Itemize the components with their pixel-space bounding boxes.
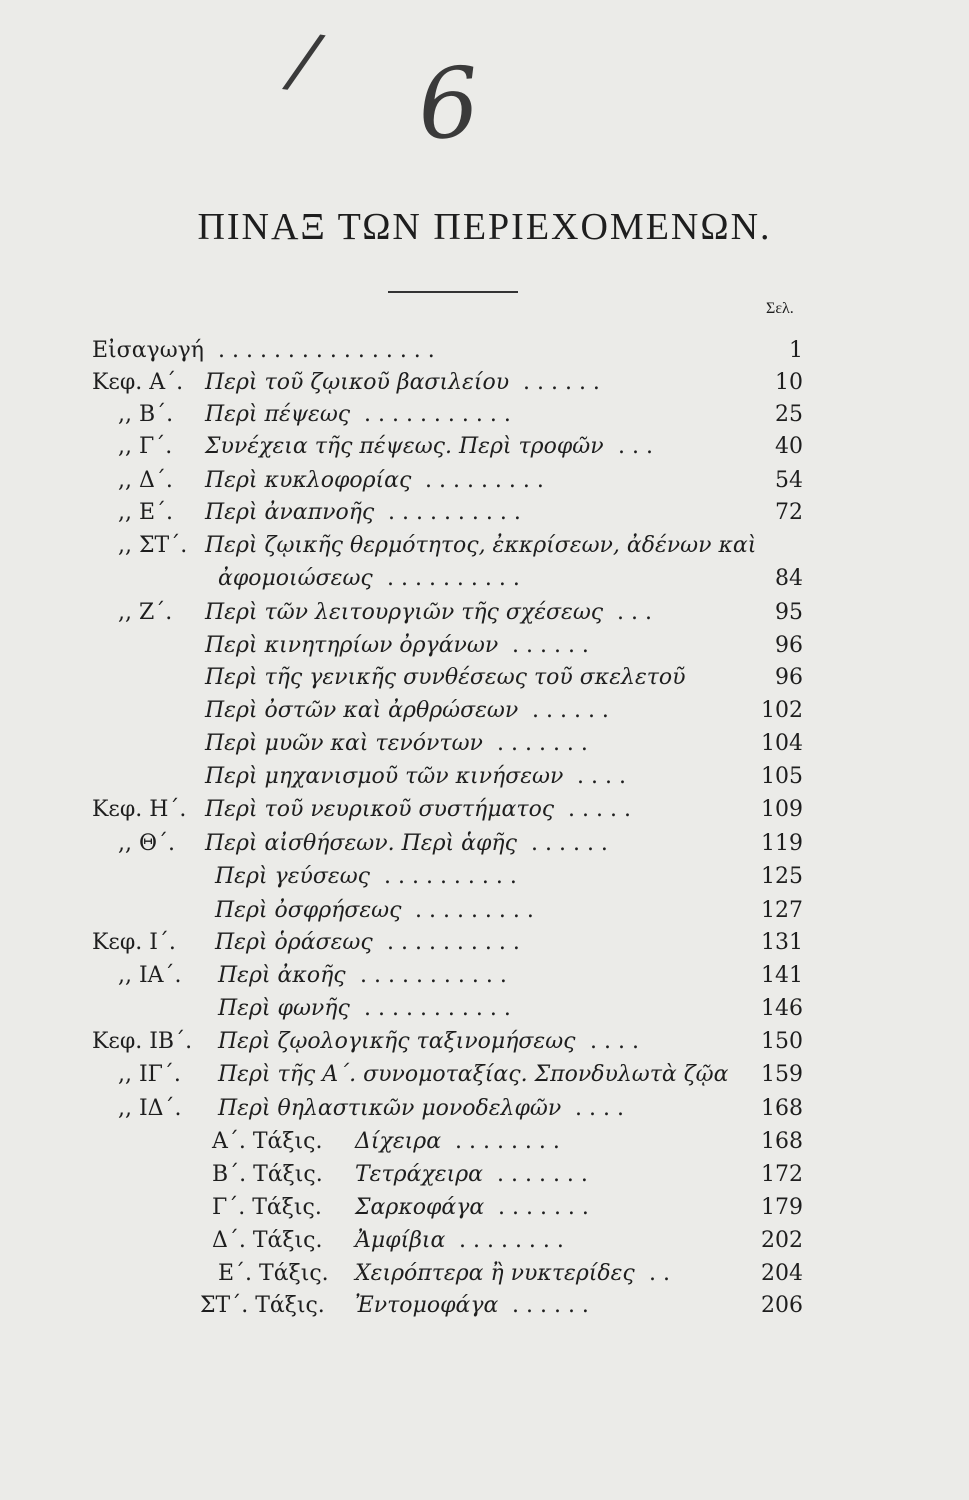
entry-title: Περὶ φωνῆς	[218, 996, 350, 1021]
entry-prefix: ,, Ε΄.	[118, 500, 174, 525]
handwritten-number: 6	[414, 46, 483, 162]
leader-dots: . . . . . . . .	[459, 1228, 564, 1253]
entry-title: Περὶ τοῦ ζῳικοῦ βασιλείου	[205, 370, 510, 395]
entry-title: Περὶ ζῳολογικῆς ταξινομήσεως	[218, 1029, 576, 1054]
entry-prefix: Δ΄. Τάξις.	[212, 1228, 323, 1253]
entry-prefix: ,, Θ΄.	[118, 831, 176, 856]
entry-page-number: 104	[761, 731, 803, 756]
leader-dots: . . . . . .	[512, 1293, 589, 1318]
leader-dots: . . . . . .	[531, 831, 608, 856]
entry-page-number: 40	[775, 434, 803, 459]
entry-title: Περὶ μυῶν καὶ τενόντων	[205, 731, 483, 756]
leader-dots: . . . .	[590, 1029, 639, 1054]
entry-prefix: Κεφ. ΙΒ΄.	[92, 1029, 193, 1054]
entry-title: Περὶ κυκλοφορίας	[205, 468, 412, 493]
entry-page-number: 204	[761, 1261, 803, 1286]
leader-dots: . . . . . . . . .	[415, 898, 534, 923]
entry-prefix: ,, ΙΓ΄.	[118, 1062, 181, 1087]
entry-title: Τετράχειρα	[355, 1162, 483, 1187]
leader-dots: . . . . . . .	[497, 731, 588, 756]
leader-dots: . . . . . . . . . . . . . . . .	[218, 338, 435, 363]
leader-dots: . . . . . . . . . . .	[364, 996, 511, 1021]
entry-page-number: 25	[775, 402, 803, 427]
entry-page-number: 95	[775, 600, 803, 625]
entry-page-number: 96	[775, 665, 803, 690]
entry-prefix: ,, Δ΄.	[118, 468, 173, 493]
entry-page-number: 141	[761, 963, 803, 988]
leader-dots: . . . . . . . . .	[425, 468, 544, 493]
entry-page-number: 105	[761, 764, 803, 789]
entry-page-number: 72	[775, 500, 803, 525]
entry-title: Ἀμφίβια	[355, 1228, 446, 1253]
entry-page-number: 96	[775, 633, 803, 658]
entry-prefix: ,, ΙΔ΄.	[118, 1096, 182, 1121]
entry-title: Ἐντομοφάγα	[355, 1293, 499, 1318]
leader-dots: . . . . . .	[523, 370, 600, 395]
leader-dots: . . . . . . . . . .	[387, 930, 520, 955]
entry-page-number: 146	[761, 996, 803, 1021]
entry-page-number: 159	[761, 1062, 803, 1087]
entry-prefix: Κεφ. Ι΄.	[92, 930, 176, 955]
entry-prefix: Γ΄. Τάξις.	[212, 1195, 322, 1220]
leader-dots: . . . . .	[568, 797, 631, 822]
handwritten-mark: /	[286, 16, 322, 104]
entry-page-number: 168	[761, 1096, 803, 1121]
entry-prefix: ,, ΙΑ΄.	[118, 963, 182, 988]
entry-title: Σαρκοφάγα	[355, 1195, 485, 1220]
entry-title: Περὶ τῆς Α΄. συνομοταξίας. Σπονδυλωτὰ ζῷα	[218, 1062, 729, 1087]
entry-title: Περὶ τοῦ νευρικοῦ συστήματος	[205, 797, 555, 822]
entry-title: ἀφομοιώσεως	[218, 566, 373, 591]
leader-dots: . . . . . . . . . .	[388, 500, 521, 525]
entry-title: Περὶ ζῳικῆς θερμότητος, ἐκκρίσεων, ἀδένων καὶ	[205, 533, 757, 558]
leader-dots: . . . .	[577, 764, 626, 789]
entry-page-number: 179	[761, 1195, 803, 1220]
entry-prefix: Ε΄. Τάξις.	[218, 1261, 329, 1286]
leader-dots: . . . . . . . . . .	[387, 566, 520, 591]
leader-dots: . . .	[617, 600, 652, 625]
leader-dots: . . . .	[575, 1096, 624, 1121]
entry-prefix: ,, Ζ΄.	[118, 600, 173, 625]
entry-prefix: ,, Β΄.	[118, 402, 174, 427]
entry-title: Περὶ ὀσφρήσεως	[215, 898, 402, 923]
entry-prefix: Β΄. Τάξις.	[212, 1162, 323, 1187]
entry-prefix: ,, Γ΄.	[118, 434, 173, 459]
entry-prefix: Κεφ. Η΄.	[92, 797, 187, 822]
entry-page-number: 172	[761, 1162, 803, 1187]
entry-page-number: 125	[761, 864, 803, 889]
entry-prefix: ,, ΣΤ΄.	[118, 533, 188, 558]
entry-page-number: 102	[761, 698, 803, 723]
leader-dots: . . . . . . . . . .	[384, 864, 517, 889]
entry-title: Χειρόπτερα ἢ νυκτερίδες	[355, 1261, 635, 1286]
leader-dots: . . . . . . . .	[455, 1129, 560, 1154]
entry-title: Περὶ κινητηρίων ὀργάνων	[205, 633, 499, 658]
leader-dots: . . . . . . .	[497, 1162, 588, 1187]
entry-page-number: 131	[761, 930, 803, 955]
entry-page-number: 150	[761, 1029, 803, 1054]
page-column-label: Σελ.	[766, 300, 794, 317]
entry-prefix: Εἰσαγωγή	[92, 338, 204, 363]
entry-title: Περὶ ἀναπνοῆς	[205, 500, 375, 525]
entry-title: Περὶ ὀστῶν καὶ ἀρθρώσεων	[205, 698, 519, 723]
entry-page-number: 10	[775, 370, 803, 395]
entry-prefix: ΣΤ΄. Τάξις.	[200, 1293, 325, 1318]
entry-title: Περὶ μηχανισμοῦ τῶν κινήσεων	[205, 764, 564, 789]
leader-dots: . . . . . . . . . . .	[364, 402, 511, 427]
entry-title: Περὶ αἰσθήσεων. Περὶ ἁφῆς	[205, 831, 517, 856]
entry-title: Περὶ τῶν λειτουργιῶν τῆς σχέσεως	[205, 600, 604, 625]
entry-title: Συνέχεια τῆς πέψεως. Περὶ τροφῶν	[205, 434, 604, 459]
entry-title: Περὶ πέψεως	[205, 402, 351, 427]
entry-title: Περὶ τῆς γενικῆς συνθέσεως τοῦ σκελετοῦ	[205, 665, 686, 690]
entry-page-number: 54	[775, 468, 803, 493]
entry-title: Περὶ ὁράσεως	[215, 930, 373, 955]
entry-page-number: 168	[761, 1129, 803, 1154]
entry-page-number: 206	[761, 1293, 803, 1318]
entry-title: Περὶ θηλαστικῶν μονοδελφῶν	[218, 1096, 562, 1121]
entry-title: Περὶ γεύσεως	[215, 864, 370, 889]
entry-page-number: 202	[761, 1228, 803, 1253]
entry-page-number: 84	[775, 566, 803, 591]
entry-prefix: Κεφ. Α΄.	[92, 370, 184, 395]
entry-page-number: 119	[761, 831, 803, 856]
leader-dots: . . . . . . . . . . .	[360, 963, 507, 988]
leader-dots: . .	[649, 1261, 670, 1286]
leader-dots: . . . . . . .	[498, 1195, 589, 1220]
entry-page-number: 1	[789, 338, 803, 363]
page-title: ΠΙΝΑΞ ΤΩΝ ΠΕΡΙΕΧΟΜΕΝΩΝ.	[197, 206, 772, 248]
entry-prefix: Α΄. Τάξις.	[212, 1129, 323, 1154]
entry-page-number: 127	[761, 898, 803, 923]
leader-dots: . . .	[618, 434, 653, 459]
entry-page-number: 109	[761, 797, 803, 822]
leader-dots: . . . . . .	[512, 633, 589, 658]
entry-title: Περὶ ἀκοῆς	[218, 963, 346, 988]
entry-title: Δίχειρα	[355, 1129, 442, 1154]
leader-dots: . . . . . .	[532, 698, 609, 723]
